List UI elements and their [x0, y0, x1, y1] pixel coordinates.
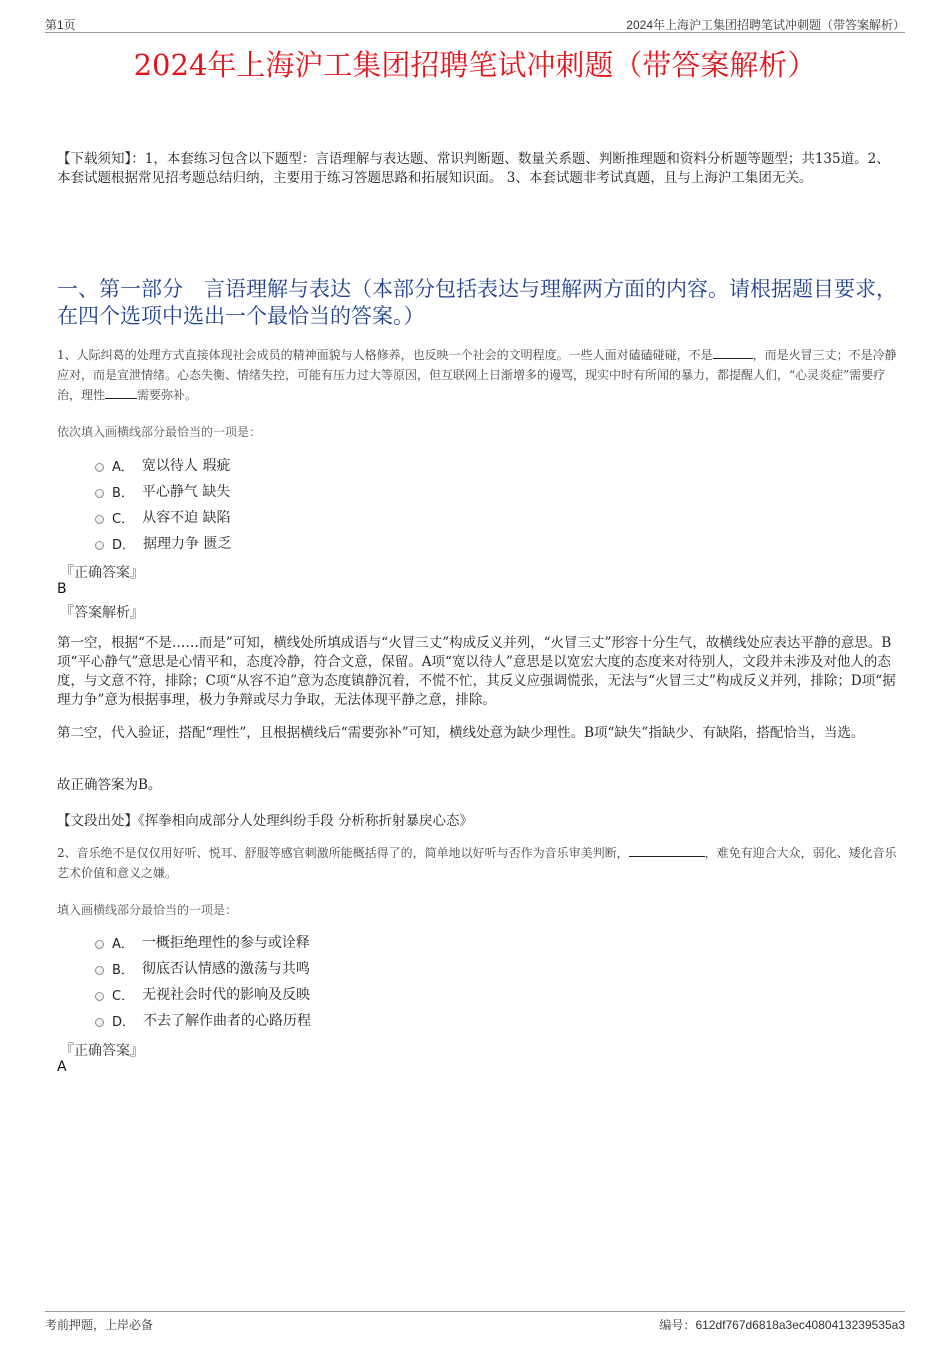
question-stem-text: ，难免有迎合大众，弱化、矮化音乐艺术价值和意义之嫌。	[57, 846, 897, 880]
option-letter: A．	[112, 459, 134, 475]
option-text: 平心静气 缺失	[141, 484, 231, 500]
document-id-value: 612df767d6818a3ec4080413239535a3	[695, 1318, 905, 1332]
radio-button-icon[interactable]	[95, 940, 104, 949]
radio-button-icon[interactable]	[95, 515, 104, 524]
page-footer	[45, 1311, 905, 1332]
footer-slogan: 考前押题，上岸必备	[45, 1318, 154, 1332]
fill-blank	[105, 387, 137, 399]
option-text: 一概拒绝理性的参与或诠释	[141, 935, 310, 951]
radio-button-icon[interactable]	[95, 541, 104, 550]
option-letter: B．	[112, 485, 134, 501]
option-text: 据理力争 匮乏	[143, 536, 232, 552]
option-letter: A．	[112, 936, 134, 952]
radio-button-icon[interactable]	[95, 463, 104, 472]
option-d[interactable]	[95, 1007, 311, 1033]
option-text: 不去了解作曲者的心路历程	[143, 1013, 312, 1029]
option-text: 宽以待人 瑕疵	[141, 458, 231, 474]
question-stem-text: 需要弥补。	[137, 388, 198, 402]
option-letter: D．	[112, 1014, 136, 1030]
option-c[interactable]	[95, 504, 231, 530]
running-title: 2024年上海沪工集团招聘笔试冲刺题（带答案解析）	[626, 18, 905, 32]
option-text: 无视社会时代的影响及反映	[142, 987, 311, 1003]
analysis-label: 『答案解析』	[60, 605, 144, 621]
question-2-options	[95, 929, 311, 1033]
option-a[interactable]	[95, 929, 311, 955]
option-c[interactable]	[95, 981, 311, 1007]
analysis-conclusion: 故正确答案为B。	[57, 777, 162, 793]
option-b[interactable]	[95, 955, 311, 981]
radio-button-icon[interactable]	[95, 1018, 104, 1027]
option-letter: D．	[112, 537, 136, 553]
option-letter: C．	[112, 988, 135, 1004]
correct-answer-label: 『正确答案』	[60, 565, 144, 581]
correct-answer-value: B	[57, 581, 67, 597]
question-1-stem	[57, 345, 897, 405]
question-stem-text: 1、人际纠葛的处理方式直接体现社会成员的精神面貌与人格修养，也反映一个社会的文明程度。一些人面对磕磕碰碰，不是	[57, 348, 713, 362]
correct-answer-value: A	[57, 1059, 67, 1075]
option-b[interactable]	[95, 478, 231, 504]
radio-button-icon[interactable]	[95, 489, 104, 498]
option-a[interactable]	[95, 452, 231, 478]
radio-button-icon[interactable]	[95, 992, 104, 1001]
question-2-stem	[57, 843, 897, 883]
option-letter: C．	[112, 511, 135, 527]
option-text: 彻底否认情感的激荡与共鸣	[141, 961, 310, 977]
download-notice: 【下载须知】：1，本套练习包含以下题型：言语理解与表达题、常识判断题、数量关系题、判断推理题和资料分析题等题型；共135道。2、本套试题根据常见招考题总结归纳，主要用于练习答题思路和拓展知识面。 3、本套试题非考试真题，且与上海沪工集团无关。	[57, 151, 890, 186]
correct-answer-label: 『正确答案』	[60, 1043, 144, 1059]
question-1-prompt: 依次填入画横线部分最恰当的一项是：	[57, 425, 262, 439]
radio-button-icon[interactable]	[95, 966, 104, 975]
page-header	[45, 14, 905, 33]
fill-blank	[713, 347, 753, 359]
section-heading: 一、第一部分 言语理解与表达（本部分包括表达与理解两方面的内容。请根据题目要求，在四个选项中选出一个最恰当的答案。）	[57, 277, 897, 328]
page-number: 第1页	[45, 18, 76, 32]
question-stem-text: 2、音乐绝不是仅仅用好听、悦耳、舒服等感官刺激所能概括得了的，简单地以好听与否作为音乐审美判断，	[57, 846, 629, 860]
option-d[interactable]	[95, 530, 231, 556]
option-letter: B．	[112, 962, 134, 978]
document-id-label: 编号：	[659, 1318, 696, 1332]
passage-source: 【文段出处】《挥拳相向成部分人处理纠纷手段 分析称折射暴戾心态》	[57, 813, 474, 829]
question-2-prompt: 填入画横线部分最恰当的一项是：	[57, 903, 238, 917]
document-id	[659, 1316, 905, 1333]
fill-blank	[629, 845, 705, 857]
analysis-paragraph-2: 第二空，代入验证，搭配“理性”，且根据横线后“需要弥补”可知，横线处意为缺少理性。B项“缺失”指缺少、有缺陷，搭配恰当，当选。	[57, 725, 865, 741]
option-text: 从容不迫 缺陷	[142, 510, 231, 526]
analysis-paragraph-1: 第一空，根据“不是……而是”可知，横线处所填成语与“火冒三丈”构成反义并列，“火冒三丈”形容十分生气，故横线处应表达平静的意思。B项“平心静气”意思是心情平和，态度冷静，符合文意，保留。A项“宽以待人”意思是以宽宏大度的态度来对待别人，文段并未涉及对他人的态度，与文意不符，排除；C项“从容不迫”意为态度镇静沉着，不慌不忙，其反义应强调慌张，无法与“火冒三丈”构成反义并列，排除；D项“据理力争”意为根据事理，极力争辩或尽力争取，无法体现平静之意，排除。	[57, 635, 896, 708]
document-title: 2024年上海沪工集团招聘笔试冲刺题（带答案解析）	[133, 48, 817, 82]
question-stem-text: ，而是火冒三丈；不是冷静应对，而是宣泄情绪。心态失衡、情绪失控，可能有压力过大等原因，但互联网上日渐增多的谩骂，现实中时有所闻的暴力，都提醒人们，“心灵炎症”需要疗治，理性	[57, 348, 897, 402]
question-1-options	[95, 452, 231, 556]
